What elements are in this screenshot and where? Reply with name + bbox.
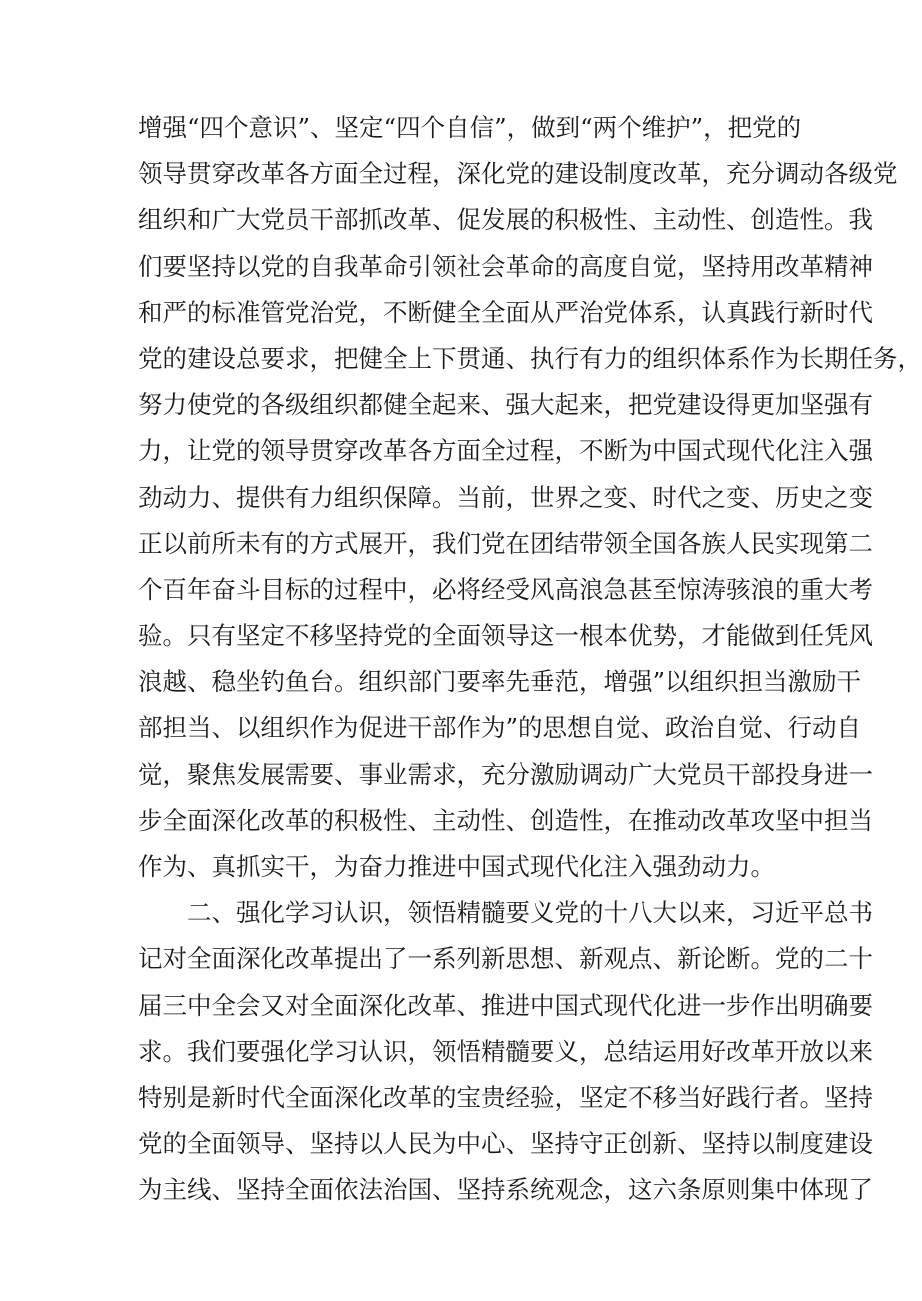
- text-line: 为主线、坚持全面依法治国、坚持系统观念，这六条原则集中体现了: [138, 1175, 873, 1205]
- text-line: 党的建设总要求，把健全上下贯通、执行有力的组织体系作为长期任务，: [138, 343, 922, 373]
- text-line: 验。只有坚定不移坚持党的全面领导这一根本优势，才能做到任凭风: [138, 621, 873, 651]
- text-line: 力，让党的领导贯穿改革各方面全过程，不断为中国式现代化注入强: [138, 436, 873, 466]
- text-line: 步全面深化改革的积极性、主动性、创造性，在推动改革攻坚中担当: [138, 805, 873, 835]
- text-line: 个百年奋斗目标的过程中，必将经受风高浪急甚至惊涛骇浪的重大考: [138, 574, 873, 604]
- text-line: 和严的标准管党治党，不断健全全面从严治党体系，认真践行新时代: [138, 297, 873, 327]
- text-line: 记对全面深化改革提出了一系列新思想、新观点、新论断。党的二十: [138, 944, 873, 974]
- text-line: 觉，聚焦发展需要、事业需求，充分激励调动广大党员干部投身进一: [138, 759, 873, 789]
- body-text: [138, 105, 922, 1214]
- text-line: 努力使党的各级组织都健全起来、强大起来，把党建设得更加坚强有: [138, 390, 873, 420]
- text-line: 组织和广大党员干部抓改革、促发展的积极性、主动性、创造性。我: [138, 205, 873, 235]
- paragraph-1: [138, 105, 922, 890]
- text-line: 领导贯穿改革各方面全过程，深化党的建设制度改革，充分调动各级党: [138, 159, 898, 189]
- text-line: 求。我们要强化学习认识，领悟精髓要义，总结运用好改革开放以来: [138, 1036, 873, 1066]
- text-line: 部担当、以组织作为促进干部作为”的思想自觉、政治自觉、行动自: [138, 713, 862, 743]
- text-line: 届三中全会又对全面深化改革、推进中国式现代化进一步作出明确要: [138, 990, 873, 1020]
- text-line: 二、强化学习认识，领悟精髓要义党的十八大以来，习近平总书: [187, 898, 873, 928]
- paragraph-2: [138, 890, 873, 1213]
- text-line: 增强“四个意识”、坚定“四个自信”，做到“两个维护”，把党的: [138, 113, 802, 142]
- text-line: 浪越、稳坐钓鱼台。组织部门要率先垂范，增强”以组织担当激励干: [138, 667, 862, 697]
- text-line: 特别是新时代全面深化改革的宝贵经验，坚定不移当好践行者。坚持: [138, 1082, 873, 1112]
- text-line: 正以前所未有的方式展开，我们党在团结带领全国各族人民实现第二: [138, 528, 873, 558]
- text-line: 劲动力、提供有力组织保障。当前，世界之变、时代之变、历史之变: [138, 482, 873, 512]
- text-line: 党的全面领导、坚持以人民为中心、坚持守正创新、坚持以制度建设: [138, 1129, 873, 1159]
- text-line: 作为、真抓实干，为奋力推进中国式现代化注入强劲动力。: [138, 852, 775, 881]
- text-line: 们要坚持以党的自我革命引领社会革命的高度自觉，坚持用改革精神: [138, 251, 873, 281]
